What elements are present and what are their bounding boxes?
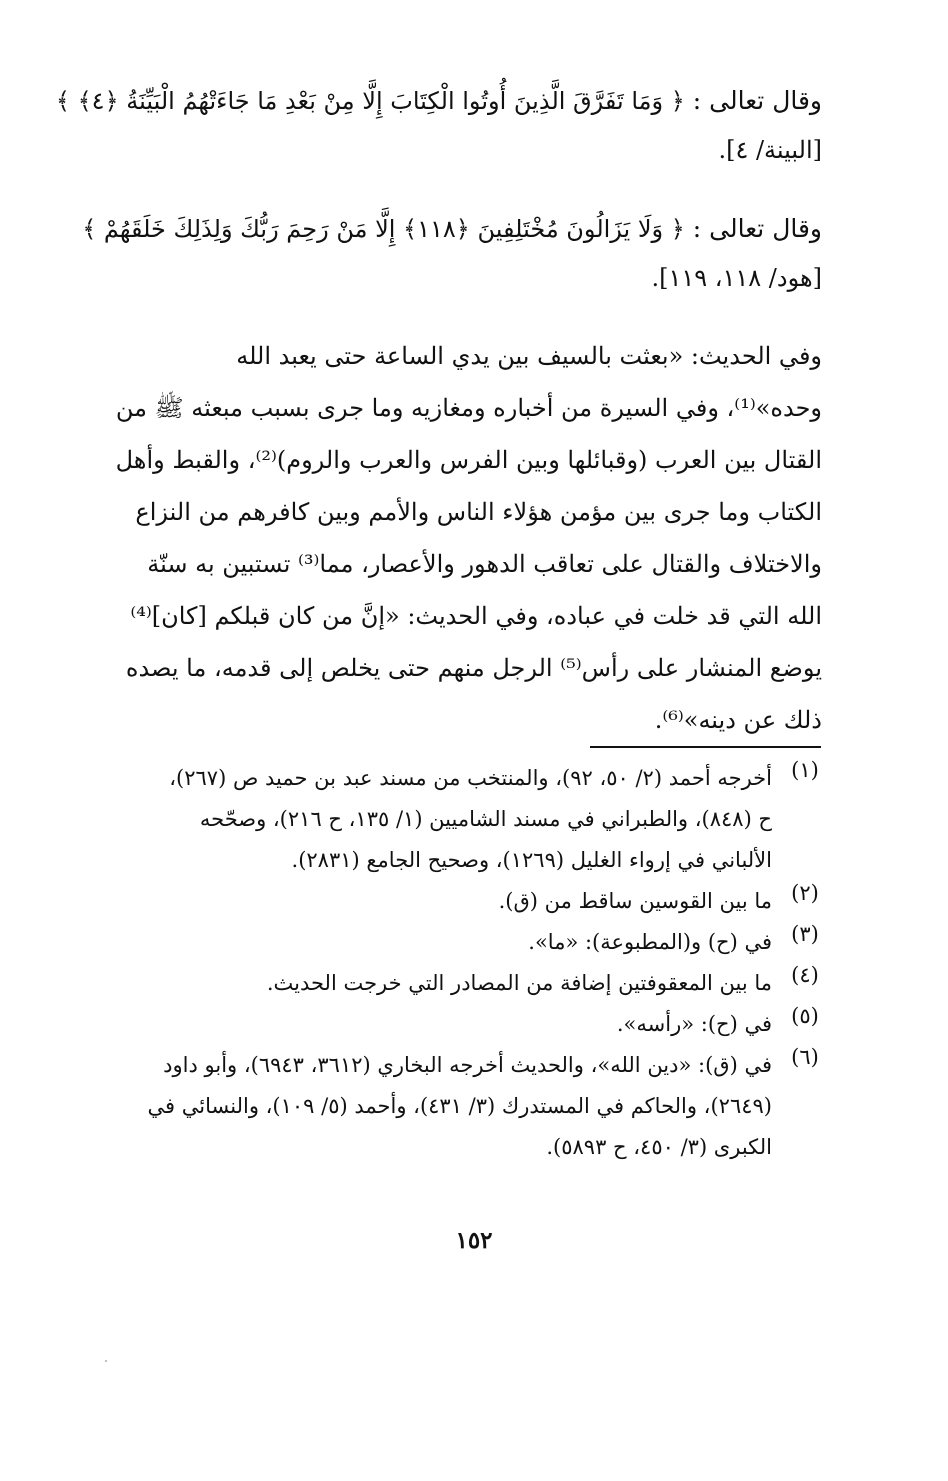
paragraph-line: يوضع المنشار على رأس⁽⁵⁾ الرجل منهم حتى يخلص إلى قدمه، ما يصده xyxy=(125,654,822,682)
footnote xyxy=(90,1045,822,1168)
footnote-line: أخرجه أحمد (٢/ ٥٠، ٩٢)، والمنتخب من مسند عبد بن حميد ص (٢٦٧)، xyxy=(169,766,772,790)
paragraph-line: الكتاب وما جرى بين مؤمن هؤلاء الناس والأمم وبين كافرهم من النزاع xyxy=(135,498,822,526)
footnote xyxy=(90,881,822,922)
footnote-divider xyxy=(590,746,821,748)
footnote-number: (٤) xyxy=(791,963,819,987)
footnote xyxy=(90,1004,822,1045)
verse-reference: [البينة/ ٤]. xyxy=(718,136,822,164)
footnote-line: في (ح): «رأسه». xyxy=(616,1012,772,1036)
footnote-number: (٣) xyxy=(791,922,819,946)
verse-reference: [هود/ ١١٨، ١١٩]. xyxy=(651,264,822,292)
footnote-line: (٢٦٤٩)، والحاكم في المستدرك (٣/ ٤٣١)، وأحمد (٥/ ١٠٩)، والنسائي في xyxy=(147,1094,772,1118)
paragraph-line: الله التي قد خلت في عباده، وفي الحديث: «إنَّ من كان قبلكم [كان]⁽⁴⁾ xyxy=(130,602,822,630)
footnote-line: الألباني في إرواء الغليل (١٢٦٩)، وصحيح الجامع (٢٨٣١). xyxy=(291,848,772,872)
verse-intro: وقال تعالى : xyxy=(692,86,822,115)
paragraph-line: والاختلاف والقتال على تعاقب الدهور والأعصار، مما⁽³⁾ تستبين به سنّة xyxy=(147,550,822,578)
paragraph-line: وحده»⁽¹⁾، وفي السيرة من أخباره ومغازيه وما جرى بسبب مبعثه ﷺ من xyxy=(115,394,822,422)
paragraph-line: ذلك عن دينه»⁽⁶⁾. xyxy=(654,706,822,734)
footnote-number: (١) xyxy=(791,758,819,782)
page-number: ١٥٢ xyxy=(455,1227,493,1254)
footnote-number: (٦) xyxy=(791,1045,819,1069)
footnote xyxy=(90,963,822,1004)
footnotes xyxy=(90,758,822,1168)
verse-line xyxy=(82,200,822,258)
footnote-number: (٢) xyxy=(791,881,819,905)
verse-line xyxy=(55,72,822,130)
footnote-line: الكبرى (٣/ ٤٥٠، ح ٥٨٩٣). xyxy=(546,1135,772,1159)
footnote-line: ما بين القوسين ساقط من (ق). xyxy=(498,889,772,913)
footnote-number: (٥) xyxy=(791,1004,819,1028)
paragraph-line: وفي الحديث: «بعثت بالسيف بين يدي الساعة حتى يعبد الله xyxy=(236,342,822,370)
quran-quote: ﴿ وَلَا يَزَالُونَ مُخْتَلِفِينَ ﴿١١٨﴾ إِلَّا مَنْ رَحِمَ رَبُّكَ وَلِذَلِكَ خَلَقَهُمْ ﴾ xyxy=(82,215,685,243)
quran-verse-block xyxy=(82,200,822,298)
hadith-paragraph xyxy=(90,330,822,746)
quran-verse-block xyxy=(55,72,822,170)
quran-quote: ﴿ وَمَا تَفَرَّقَ الَّذِينَ أُوتُوا الْكِتَابَ إِلَّا مِنْ بَعْدِ مَا جَاءَتْهُمُ الْبَيِّنَةُ ﴿٤﴾ ﴾ xyxy=(55,87,685,115)
footnote-line: في (ق): «دين الله»، والحديث أخرجه البخاري (٣٦١٢، ٦٩٤٣)، وأبو داود xyxy=(163,1053,772,1077)
footnote-line: في (ح) و(المطبوعة): «ما». xyxy=(528,930,772,954)
footnote xyxy=(90,758,822,881)
paragraph-line: القتال بين العرب (وقبائلها وبين الفرس والعرب والروم)⁽²⁾، والقبط وأهل xyxy=(115,446,822,474)
scan-speck xyxy=(105,1360,107,1362)
footnote-line: ما بين المعقوفتين إضافة من المصادر التي خرجت الحديث. xyxy=(266,971,772,995)
footnote-line: ح (٨٤٨)، والطبراني في مسند الشاميين (١/ ١٣٥، ح ٢١٦)، وصحّحه xyxy=(199,807,772,831)
footnote xyxy=(90,922,822,963)
verse-intro: وقال تعالى : xyxy=(692,214,822,243)
